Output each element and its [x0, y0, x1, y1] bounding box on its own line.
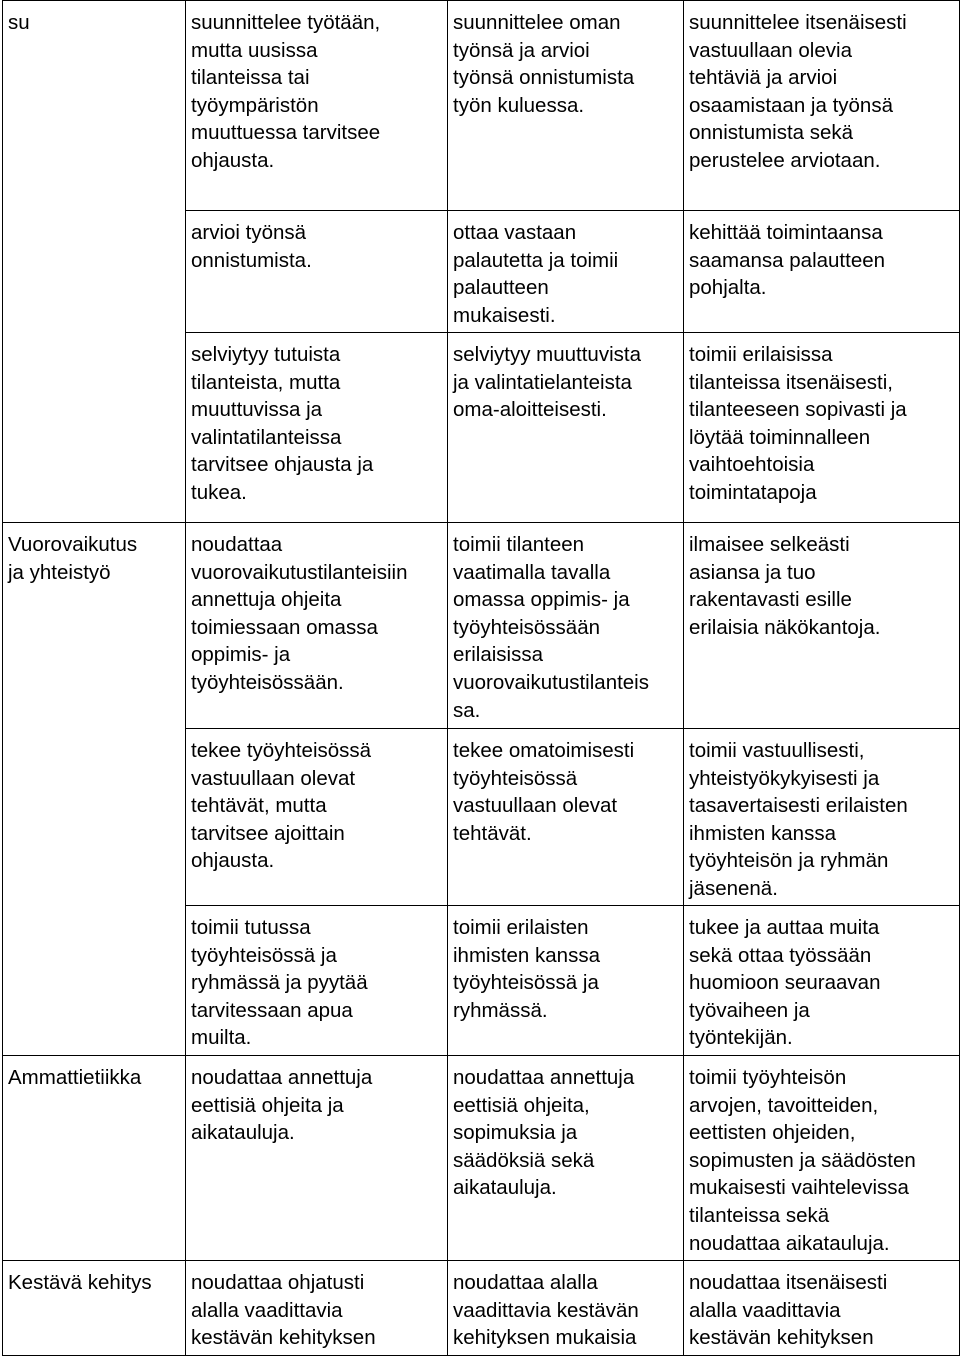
level-3-cell: [684, 1261, 960, 1356]
table-row: [3, 523, 960, 729]
criterion-text: tekee työyhteisössä vastuullaan olevat tehtävät, mutta tarvitsee ajoittain ohjausta.: [191, 739, 372, 873]
table-row: [3, 1261, 960, 1356]
level-3-cell: [684, 729, 960, 906]
criterion-text: noudattaa vuorovaikutustilanteisiin annettuja ohjeita toimiessaan omassa oppimis- ja työyhteisössään.: [191, 533, 408, 694]
criterion-text: suunnittelee työtään, mutta uusissa tilanteissa tai työympäristön muuttuessa tarvitsee ohjausta.: [191, 11, 381, 172]
level-3-cell: [684, 333, 960, 523]
level-1-cell: [186, 729, 448, 906]
level-3-cell: [684, 1, 960, 211]
table-row: [3, 729, 960, 906]
area-label: Vuorovaikutus ja yhteistyö: [8, 533, 138, 584]
assessment-criteria-table: [2, 0, 960, 1356]
level-2-cell: [448, 1, 684, 211]
criterion-text: noudattaa itsenäisesti alalla vaadittavia kestävän kehityksen: [689, 1271, 888, 1350]
level-1-cell: [186, 1056, 448, 1261]
criterion-text: suunnittelee oman työnsä ja arvioi työnsä onnistumista työn kuluessa.: [453, 11, 635, 117]
criterion-text: toimii työyhteisön arvojen, tavoitteiden, eettisten ohjeiden, sopimusten ja säädösten mukaisesti vaihtelevissa tilanteissa sekä noudattaa aikatauluja.: [689, 1066, 916, 1255]
area-cell: [3, 906, 186, 1056]
level-2-cell: [448, 729, 684, 906]
level-2-cell: [448, 523, 684, 729]
level-1-cell: [186, 523, 448, 729]
criterion-text: selviytyy tutuista tilanteista, mutta muuttuvissa ja valintatilanteissa tarvitsee ohjausta ja tukea.: [191, 343, 374, 504]
area-label: Kestävä kehitys: [8, 1271, 152, 1294]
level-3-cell: [684, 211, 960, 333]
criterion-text: ilmaisee selkeästi asiansa ja tuo rakentavasti esille erilaisia näkökantoja.: [689, 533, 881, 639]
table-row: [3, 1056, 960, 1261]
area-cell: [3, 1056, 186, 1261]
criterion-text: arvioi työnsä onnistumista.: [191, 221, 312, 272]
area-label: su: [8, 11, 30, 34]
criterion-text: toimii vastuullisesti, yhteistyökykyisesti ja tasavertaisesti erilaisten ihmisten kanssa työyhteisön ja ryhmän jäsenenä.: [689, 739, 908, 900]
area-cell: [3, 1261, 186, 1356]
level-1-cell: [186, 1261, 448, 1356]
level-2-cell: [448, 1056, 684, 1261]
criterion-text: ottaa vastaan palautetta ja toimii palautteen mukaisesti.: [453, 221, 619, 327]
criterion-text: noudattaa annettuja eettisiä ohjeita ja aikatauluja.: [191, 1066, 373, 1145]
criterion-text: toimii tutussa työyhteisössä ja ryhmässä ja pyytää tarvitessaan apua muilta.: [191, 916, 368, 1050]
area-cell: [3, 1, 186, 211]
criterion-text: toimii tilanteen vaatimalla tavalla omassa oppimis- ja työyhteisössään erilaisissa vuorovaikutustilanteis sa.: [453, 533, 649, 722]
area-cell: [3, 523, 186, 729]
area-cell: [3, 333, 186, 523]
level-1-cell: [186, 906, 448, 1056]
area-cell: [3, 211, 186, 333]
table-row: [3, 906, 960, 1056]
table-row: [3, 1, 960, 211]
criterion-text: noudattaa annettuja eettisiä ohjeita, sopimuksia ja säädöksiä sekä aikatauluja.: [453, 1066, 635, 1200]
level-3-cell: [684, 523, 960, 729]
criterion-text: toimii erilaisten ihmisten kanssa työyhteisössä ja ryhmässä.: [453, 916, 600, 1022]
area-cell: [3, 729, 186, 906]
criterion-text: noudattaa alalla vaadittavia kestävän kehityksen mukaisia: [453, 1271, 639, 1350]
table-row: [3, 333, 960, 523]
level-1-cell: [186, 333, 448, 523]
area-label: Ammattietiikka: [8, 1066, 142, 1089]
level-2-cell: [448, 1261, 684, 1356]
level-3-cell: [684, 1056, 960, 1261]
level-2-cell: [448, 333, 684, 523]
level-3-cell: [684, 906, 960, 1056]
criterion-text: tekee omatoimisesti työyhteisössä vastuullaan olevat tehtävät.: [453, 739, 635, 845]
level-1-cell: [186, 1, 448, 211]
criterion-text: tukee ja auttaa muita sekä ottaa työssään huomioon seuraavan työvaiheen ja työntekijän.: [689, 916, 881, 1050]
level-1-cell: [186, 211, 448, 333]
level-2-cell: [448, 211, 684, 333]
table-row: [3, 211, 960, 333]
criterion-text: suunnittelee itsenäisesti vastuullaan olevia tehtäviä ja arvioi osaamistaan ja työnsä onnistumista sekä perustelee arviotaan.: [689, 11, 907, 172]
criterion-text: kehittää toimintaansa saamansa palautteen pohjalta.: [689, 221, 886, 300]
criterion-text: toimii erilaisissa tilanteissa itsenäisesti, tilanteeseen sopivasti ja löytää toiminnalleen vaihtoehtoisia toimintatapoja: [689, 343, 907, 504]
criterion-text: selviytyy muuttuvista ja valintatielanteista oma-aloitteisesti.: [453, 343, 641, 422]
level-2-cell: [448, 906, 684, 1056]
criterion-text: noudattaa ohjatusti alalla vaadittavia kestävän kehityksen: [191, 1271, 376, 1350]
